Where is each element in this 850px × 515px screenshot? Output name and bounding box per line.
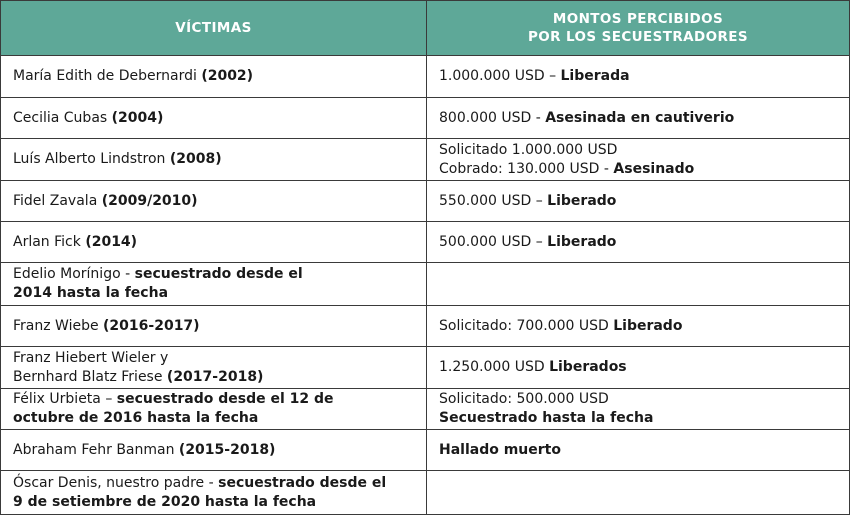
amount-line [439, 317, 837, 336]
victim-cell [1, 181, 427, 222]
amount-line [439, 441, 837, 460]
amount-cell [427, 347, 850, 389]
text-segment: Fidel Zavala [13, 192, 102, 209]
bold-text: octubre de 2016 hasta la fecha [13, 410, 259, 426]
table-row [1, 98, 850, 139]
text-segment: 1.000.000 USD – [439, 68, 561, 84]
table-body [1, 56, 850, 515]
victim-line [13, 349, 414, 368]
amount-cell [427, 181, 850, 222]
text-segment: 550.000 USD – [439, 192, 548, 209]
table-header-row [1, 1, 850, 56]
victim-cell [1, 56, 427, 98]
amount-cell [427, 430, 850, 471]
amount-cell [427, 471, 850, 515]
bold-text: (2014) [85, 233, 138, 250]
table-row [1, 181, 850, 222]
victim-line [13, 409, 414, 428]
victim-line [13, 150, 414, 169]
victim-cell [1, 222, 427, 263]
victims-header-label: VÍCTIMAS [175, 20, 252, 36]
bold-text: Asesinado [613, 160, 695, 177]
victims-column-header [1, 1, 427, 56]
table-row [1, 263, 850, 306]
victim-line [13, 265, 414, 284]
table-row [1, 56, 850, 98]
text-segment: 500.000 USD – [439, 233, 548, 250]
text-segment: Abraham Fehr Banman [13, 441, 179, 458]
text-segment: Franz Wiebe [13, 317, 104, 334]
amount-cell [427, 263, 850, 306]
amount-cell [427, 222, 850, 263]
victim-line [13, 317, 414, 336]
victim-line [13, 192, 414, 211]
table-row [1, 471, 850, 515]
victim-cell [1, 347, 427, 389]
victim-line [13, 109, 414, 128]
text-segment: Félix Urbieta – [13, 391, 117, 407]
amounts-column-header [427, 1, 850, 56]
bold-text: (2015-2018) [178, 441, 276, 458]
victim-line [13, 390, 414, 409]
amounts-header-line2: POR LOS SECUESTRADORES [527, 29, 749, 45]
bold-text: 9 de setiembre de 2020 hasta la fecha [13, 493, 317, 510]
amount-line [439, 358, 837, 377]
amounts-header-line1: MONTOS PERCIBIDOS [552, 11, 724, 27]
text-segment: Luís Alberto Lindstron [13, 151, 170, 167]
victim-line [13, 284, 414, 303]
bold-text: secuestrado desde el 12 de [116, 391, 334, 407]
amount-cell [427, 139, 850, 181]
text-segment: Cobrado: 130.000 USD - [439, 160, 614, 177]
amount-line [439, 160, 837, 179]
text-segment: Solicitado: 700.000 USD [439, 317, 614, 334]
victim-cell [1, 139, 427, 181]
bold-text: Liberados [549, 359, 627, 375]
victim-cell [1, 98, 427, 139]
victim-line [13, 67, 414, 86]
amount-line [439, 409, 837, 428]
amount-line [439, 192, 837, 211]
text-segment: Edelio Morínigo - [13, 266, 135, 282]
amount-line [439, 109, 837, 128]
table-row [1, 430, 850, 471]
text-segment: Solicitado: 500.000 USD [439, 391, 609, 407]
victim-cell [1, 430, 427, 471]
text-segment: 800.000 USD - [439, 109, 546, 126]
text-segment: Óscar Denis, nuestro padre - [13, 474, 219, 491]
bold-text: (2017-2018) [166, 368, 264, 385]
victim-line [13, 441, 414, 460]
bold-text: Hallado muerto [439, 441, 561, 458]
amount-line [439, 233, 837, 252]
text-segment: Franz Hiebert Wieler y [13, 349, 169, 366]
text-segment: 1.250.000 USD [439, 359, 550, 375]
victim-line [13, 493, 414, 512]
bold-text: (2016-2017) [103, 317, 200, 334]
table-row [1, 139, 850, 181]
bold-text: 2014 hasta la fecha [13, 285, 169, 301]
amount-line [439, 390, 837, 409]
victim-cell [1, 389, 427, 430]
text-segment: Bernhard Blatz Friese [13, 368, 167, 385]
bold-text: Liberado [547, 233, 617, 250]
amount-cell [427, 389, 850, 430]
table-row [1, 222, 850, 263]
text-segment: Solicitado 1.000.000 USD [439, 141, 618, 158]
amount-line [439, 141, 837, 160]
bold-text: (2009/2010) [101, 192, 198, 209]
victim-cell [1, 471, 427, 515]
victim-line [13, 368, 414, 387]
text-segment: Arlan Fick [13, 233, 86, 250]
bold-text: Asesinada en cautiverio [545, 109, 735, 126]
table-row [1, 347, 850, 389]
victim-line [13, 233, 414, 252]
victim-line [13, 474, 414, 493]
amount-cell [427, 306, 850, 347]
amount-cell [427, 98, 850, 139]
table-row [1, 389, 850, 430]
victim-cell [1, 306, 427, 347]
bold-text: (2004) [111, 109, 164, 126]
amount-cell [427, 56, 850, 98]
text-segment: Cecilia Cubas [13, 109, 112, 126]
bold-text: secuestrado desde el [218, 474, 387, 491]
table-row [1, 306, 850, 347]
bold-text: Liberado [547, 192, 617, 209]
bold-text: (2008) [169, 151, 222, 167]
bold-text: (2002) [201, 68, 254, 84]
bold-text: Liberada [560, 68, 630, 84]
bold-text: secuestrado desde el [134, 266, 303, 282]
victim-cell [1, 263, 427, 306]
bold-text: Liberado [613, 317, 683, 334]
bold-text: Secuestrado hasta la fecha [439, 410, 654, 426]
amount-line [439, 67, 837, 86]
text-segment: María Edith de Debernardi [13, 68, 202, 84]
